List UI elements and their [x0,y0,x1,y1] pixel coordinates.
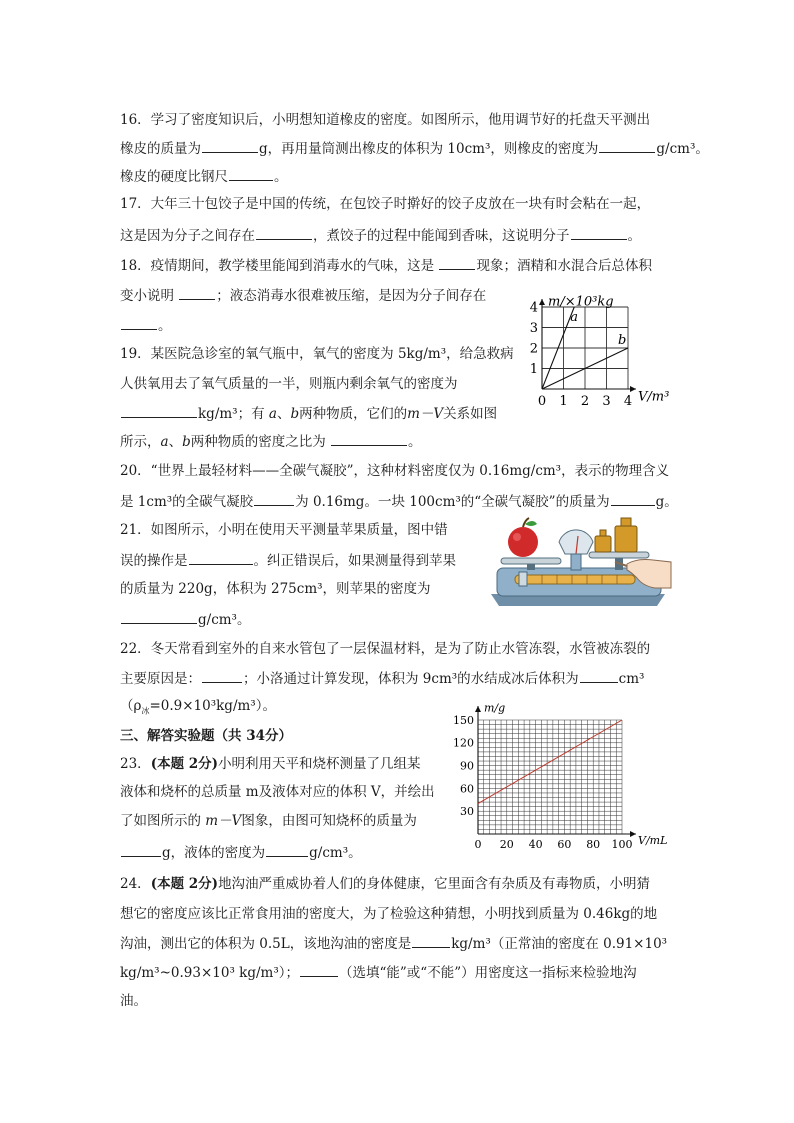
q20-line1: 20．“世界上最轻材料——全碳气凝胶”，这种材料密度仅为 0.16mg/cm³，表示的物理含义 [120,463,670,479]
q16-line3: 橡皮的硬度比钢尺 。 [120,169,288,185]
q23-line2: 液体和烧杯的总质量 m及液体对应的体积 V，并绘出 [120,784,435,800]
q24-line5: 油。 [120,993,147,1009]
q22-line3: $(\rho_冰=0.9\times 10^3kg/m^3)$。 [120,698,276,716]
x-tick-label: 100 [611,838,633,851]
answer-blank[interactable] [229,167,273,181]
y-tick-label: 3 [529,321,538,337]
q23-line3: 了如图所示的 m－V图象，由图可知烧杯的质量为 [120,813,417,829]
answer-blank[interactable] [611,492,655,506]
x-tick-label: 2 [580,394,590,409]
q24-line1: 24．(本题 2分)地沟油严重威协着人们的身体健康，它里面含有杂质及有毒物质，小明猜 [120,876,651,892]
q23-line1: 23．(本题 2分)小明利用天平和烧杯测量了几组某 [120,756,421,772]
series-label-b: b [618,333,627,348]
answer-blank[interactable] [571,226,627,240]
y-axis-label: m/×10³kg [548,294,614,310]
x-tick-label: 40 [528,838,543,851]
right-pan [589,552,649,558]
q24-line4: kg/m³~0.93×10³ kg/m³）； （选填“能”或“不能”）用密度这一指标来检验地沟 [120,965,637,981]
y-tick-label: 4 [529,300,538,316]
q22-line2: 主要原因是： ；小洛通过计算发现，体积为 9cm³的水结成冰后体积为 cm³ [120,671,645,687]
q22-line1: 22．冬天常看到室外的自来水管包了一层保温材料，是为了防止水管冻裂，水管被冻裂的 [120,641,651,657]
q18-line2: 变小说明 ；液态消毒水很难被压缩，是因为分子间存在 [120,288,487,304]
answer-blank[interactable] [331,432,407,446]
x-axis-arrow [630,386,636,392]
q16-line1: 16．学习了密度知识后，小明想知道橡皮的密度。如图所示，他用调节好的托盘天平测出 [120,112,651,128]
answer-blank[interactable] [439,256,475,270]
answer-blank[interactable] [580,669,618,683]
mass-volume-graph [448,702,674,852]
x-tick-label: 1 [559,394,568,409]
q23-line4: g，液体的密度为 g/cm³。 [120,843,362,862]
answer-blank[interactable] [599,139,655,153]
rider [519,572,527,586]
q24-line3: 沟油，测出它的体积为 0.5L，该地沟油的密度是 kg/m³（正常油的密度在 0.91×10³ [120,936,668,952]
q18-line1: 18．疫情期间，教学楼里能闻到消毒水的气味，这是 现象；酒精和水混合后总体积 [120,258,652,274]
q19-line2: 人供氧用去了氧气质量的一半，则瓶内剩余氧气的密度为 [120,376,458,392]
answer-blank[interactable] [121,404,197,418]
series-line-m-V [478,720,622,804]
density-graph-ab [518,285,678,413]
answer-blank[interactable] [179,286,215,300]
y-tick-label: 1 [529,362,538,378]
answer-blank[interactable] [121,316,157,330]
answer-blank[interactable] [121,610,197,624]
q24-line2: 想它的密度应该比正常食用油的密度大，为了检验这种猜想，小明找到质量为 0.46kg的地 [120,906,658,922]
answer-blank[interactable] [202,139,258,153]
answer-blank[interactable] [189,551,253,565]
x-tick-label: 3 [602,394,611,409]
q18-line3: 。 [120,316,172,335]
y-tick-label: 150 [453,713,474,727]
y-tick-label: 120 [453,736,474,750]
q17-line1: 17．大年三十包饺子是中国的传统，在包饺子时擀好的饺子皮放在一块有时会粘在一起， [120,196,651,212]
x-tick-label: 4 [623,394,633,409]
q16-line2: 橡皮的质量为 g，再用量筒测出橡皮的体积为 10cm³，则橡皮的密度为 g/cm³。 [120,141,709,157]
q19-line4: 所示，a、b两种物质的密度之比为 。 [120,434,422,450]
answer-blank[interactable] [121,843,161,857]
y-tick-label: 30 [460,805,474,819]
x-tick-label: 0 [537,394,547,409]
left-pan [501,558,561,564]
answer-blank[interactable] [254,492,294,506]
y-axis-arrow [475,706,481,712]
x-axis-label: V/mL [638,833,668,847]
q20-line2: 是 1cm³的全碳气凝胶 为 0.16mg。一块 100cm³的“全碳气凝胶”的质量为 g。 [120,494,678,510]
q19-line1: 19．某医院急诊室的氧气瓶中，氧气的密度为 5kg/m³，给急救病 [120,346,514,362]
answer-blank[interactable] [300,963,338,977]
x-tick-label: 80 [586,838,601,851]
x-tick-label: 0 [474,838,482,851]
q21-line2: 误的操作是 。纠正错误后，如果测量得到苹果 [120,553,456,569]
answer-blank[interactable] [256,226,312,240]
q17-line2: 这是因为分子之间存在 ，煮饺子的过程中能闻到香味，这说明分子 。 [120,228,641,244]
series-label-a: a [570,310,579,325]
answer-blank[interactable] [266,843,308,857]
q21-line1: 21．如图所示，小明在使用天平测量苹果质量，图中错 [120,522,448,538]
x-axis-arrow [630,831,636,837]
weight-icon [595,518,637,552]
x-axis-label: V/m³ [638,389,670,405]
answer-blank[interactable] [202,669,242,683]
y-tick-label: 2 [529,341,538,357]
balance-scale-illustration [487,512,673,607]
q21-line4: g/cm³。 [120,610,250,629]
x-tick-label: 20 [499,838,514,851]
q21-line3: 的质量为 220g，体积为 275cm³，则苹果的密度为 [120,581,431,597]
y-tick-label: 60 [460,782,474,796]
y-tick-label: 90 [460,759,474,773]
apple-icon [508,518,538,557]
q19-line3: kg/m³；有 a、b两种物质，它们的m－V关系如图 [120,404,497,423]
x-tick-label: 60 [557,838,572,851]
y-axis-arrow [539,299,545,305]
y-axis-label: m/g [484,702,506,715]
answer-blank[interactable] [412,934,450,948]
section-title: 三、解答实验题（共 34分） [120,728,292,744]
